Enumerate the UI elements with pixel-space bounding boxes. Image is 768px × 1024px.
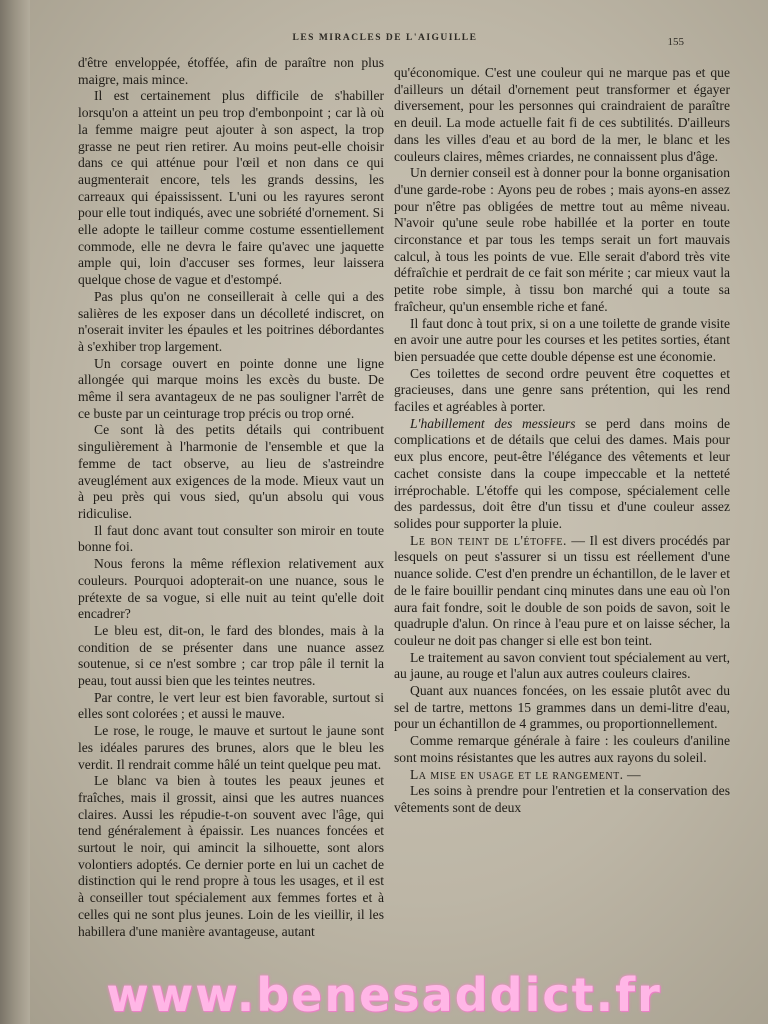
paragraph-text: — Il est divers procédés par lesquels on peut s'assurer si un tissu est réellement d'une nuance solide. C'est d'en prendre un échantillon, de le laver et de le faire bouillir pendant cinq minutes dans une eau où l'on aura fait fondre, soit le double de son poids de savon, soit le quadruple d'alun. On rince à l'eau pure et on laisse sécher, la couleur ne doit pas changer si elle est bon teint. [394,532,730,648]
paragraph: Quant aux nuances foncées, on les essaie plutôt avec du sel de tartre, mettons 15 grammes dans un demi-litre d'eau, pour un échantillon de 4 grammes, ou proportionnellement. [394,683,730,732]
paragraph [394,767,730,784]
paragraph: Comme remarque générale à faire : les couleurs d'aniline sont moins résistantes que les autres aux rayons du soleil. [394,733,730,765]
paragraph: Ces toilettes de second ordre peuvent être coquettes et gracieuses, dans une genre sans prétention, qui les rend faciles et agréables à porter. [394,365,730,415]
paragraph: Pas plus qu'on ne conseillerait à celle qui a des salières de les exposer dans un décolleté indiscret, on n'oserait inviter les épaules et les poitrines débordantes à s'exhiber trop largement. [78,288,384,354]
section-heading: La mise en usage et le rangement. [410,766,624,782]
book-binding [0,0,30,1024]
section-heading: Le bon teint de l'étoffe. [410,532,567,548]
paragraph: qu'économique. C'est une couleur qui ne marque pas et que d'ailleurs un détail d'ornement peut transformer et égayer diversement, pour les personnes qui craindraient de paraître en deuil. La mode actuelle fait fi de ces subtilités. D'ailleurs dans les villes d'eau et au bord de la mer, le blanc et les couleurs claires, mêmes criardes, ne connaissent plus d'âge. [394,65,730,164]
paragraph [394,416,730,533]
paragraph: Ce sont là des petits détails qui contribuent singulièrement à l'harmonie de l'ensemble et que la femme de tact observe, au lieu de s'astreindre aveuglément aux exigences de la mode. Mieux vaut un à peu près qui vous sied, qu'un absolu qui vous ridiculise. [78,422,384,521]
paragraph: Il faut donc avant tout consulter son miroir en toute bonne foi. [78,522,384,555]
running-header: LES MIRACLES DE L'AIGUILLE [292,33,478,43]
paragraph: Le blanc va bien à toutes les peaux jeunes et fraîches, mais il grossit, ainsi que les autres nuances claires. Aussi les répudie-t-on souvent avec l'âge, qui tend généralement à épaissir. Les nuances foncées et surtout le noir, qui amincit la silhouette, sont alors volontiers adoptés. Ce dernier porte en lui un cachet de distinction qui le rend propre à tous les usages, et il est à conseiller tout spécialement aux femmes fortes et à celles qui ne sont plus jeunes. Loin de les vieillir, il les habillera d'une manière avantageuse, autant [78,773,384,939]
paragraph: Le traitement au savon convient tout spécialement au vert, au jaune, au rouge et l'alun aux autres couleurs claires. [394,649,730,682]
paragraph: Par contre, le vert leur est bien favorable, surtout si elles sont colorées ; et aussi le mauve. [78,689,384,722]
left-column [78,55,384,940]
page-number: 155 [667,36,684,48]
paragraph: Il est certainement plus difficile de s'habiller lorsqu'on a atteint un peu trop d'embonpoint ; car là où la femme maigre peut ajouter à son aspect, la trop grasse ne peut rien retirer. Au moins peut-elle choisir dans ce qui atténue pour l'œil et non dans ce qui augmenterait encore, tels les grands dessins, les carreaux qui épaississent. L'uni ou les rayures seront pour elle tout indiqués, avec une sobriété d'ornement. Si elle adopte le tailleur comme costume essentiellement commode, elle ne devra le faire qu'avec une jaquette ample qui, loin d'accuser ses formes, leur laissera quelque chose de vague et d'estompé. [78,88,384,288]
paragraph: Les soins à prendre pour l'entretien et la conservation des vêtements sont de deux [394,783,730,815]
paragraph [394,533,730,650]
paragraph: Un dernier conseil est à donner pour la bonne organisation d'une garde-robe : Ayons peu de robes ; mais ayons-en assez pour n'être pas obligées de mettre tout au même niveau. N'avoir qu'une seule robe habillée et la porter en toute circonstance et par tous les temps serait un fort mauvais calcul, à tous les points de vue. Elle serait d'abord très vite défraîchie et perdrait de ce fait son mérite ; car mieux vaut la petite robe simple, à tissu bon marché qui a toute sa fraîcheur, qu'un ensemble riche et fané. [394,165,730,314]
paragraph-text: se perd dans moins de complications et de détails que celui des dames. Mais pour eux plus encore, peut-être l'élégance des vêtements et leur cachet consiste dans la coupe impeccable et la netteté irréprochable. L'étoffe qui les compose, spécialement celle des pardessus, doit être d'un tissu et d'une couleur assez solides pour supporter la pluie. [394,415,731,531]
paragraph: Il faut donc à tout prix, si on a une toilette de grande visite en avoir une autre pour les courses et les petites sorties, étant bien persuadée que cette double dépense est une économie. [394,315,730,364]
right-column [394,65,730,817]
paragraph: Le rose, le rouge, le mauve et surtout le jaune sont les idéales parures des brunes, alors que le bleu les verdit. Il rendrait comme hâlé un teint quelque peu mat. [78,723,384,772]
paragraph: Le bleu est, dit-on, le fard des blondes, mais à la condition de se présenter dans une nuance assez soutenue, si ce n'est sombre ; car trop pâle il ternit la peau, tout aussi bien que les teintes neutres. [78,622,384,689]
section-lead-italic: L'habillement des messieurs [410,415,576,431]
paragraph: Un corsage ouvert en pointe donne une ligne allongée qui marque moins les excès du buste. De même il sera avantageux de ne pas souligner l'arrêt de ce buste par un ceinturage trop précis ou trop orné. [78,355,384,421]
paragraph-text: — [623,766,641,782]
paragraph: d'être enveloppée, étoffée, afin de paraître non plus maigre, mais mince. [78,55,384,87]
watermark: www.benesaddict.fr [106,968,662,1022]
paragraph: Nous ferons la même réflexion relativement aux couleurs. Pourquoi adopterait-on une nuance, sous le prétexte de sa vogue, si elle nuit au teint qu'elle doit encadrer? [78,556,384,622]
